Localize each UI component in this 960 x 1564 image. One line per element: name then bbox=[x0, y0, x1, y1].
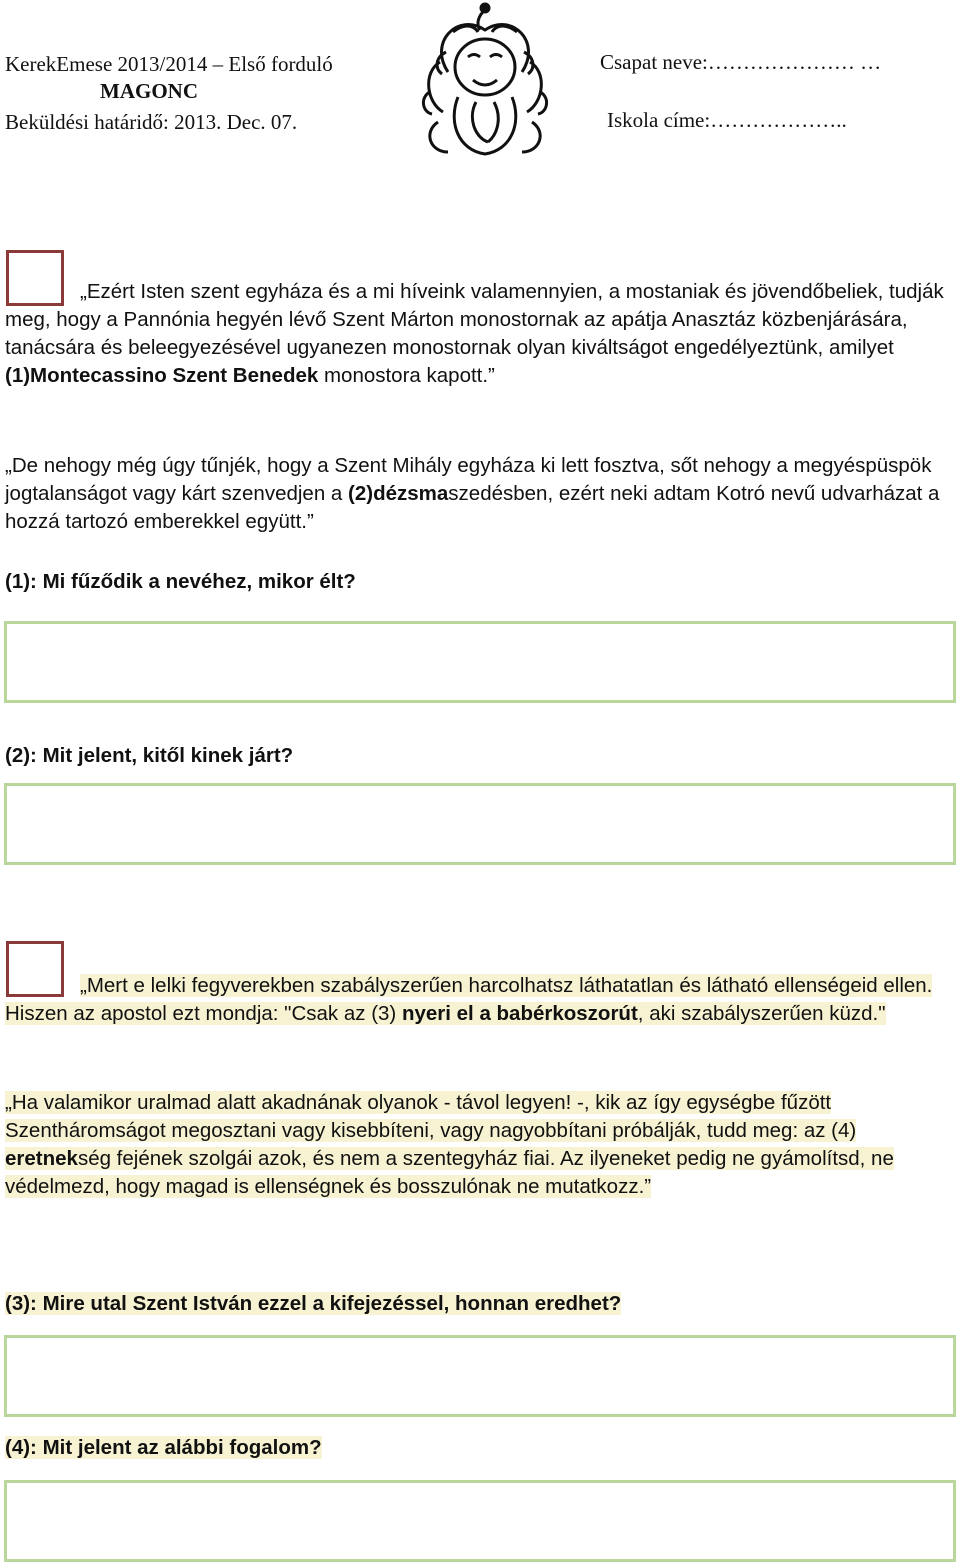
question-3 bbox=[5, 1290, 621, 1318]
quote-paragraph-3 bbox=[5, 972, 955, 1028]
quote-paragraph-2 bbox=[5, 452, 955, 536]
question-4 bbox=[5, 1434, 322, 1462]
answer-box-1[interactable] bbox=[4, 621, 956, 703]
quote-4-text: „Ha valamikor uralmad alatt akadnának olyanok - távol legyen! -, kik az így egységbe fűzött Szentháromságot megosztani vagy kisebbíteni, vagy nagyobbítani próbálják, tudd meg: az (4) bbox=[5, 1091, 857, 1142]
team-name-field[interactable]: Csapat neve:………………… … bbox=[600, 50, 882, 74]
quote-paragraph-4 bbox=[5, 1089, 955, 1201]
school-address-field[interactable]: Iskola címe:……………….. bbox=[607, 108, 847, 132]
category-title: MAGONC bbox=[100, 79, 198, 103]
question-1: (1): Mi fűződik a nevéhez, mikor élt? bbox=[5, 570, 356, 593]
deadline: Beküldési határidő: 2013. Dec. 07. bbox=[5, 110, 298, 134]
praying-figure-logo-icon bbox=[418, 2, 552, 162]
answer-box-2[interactable] bbox=[4, 783, 956, 865]
question-2: (2): Mit jelent, kitől kinek járt? bbox=[5, 744, 294, 767]
competition-title: KerekEmese 2013/2014 – Első forduló bbox=[5, 52, 333, 76]
quote-4-term: eretnek bbox=[5, 1147, 78, 1170]
quote-2-term: (2)dézsma bbox=[348, 482, 449, 505]
quote-3-text: „Mert e lelki fegyverekben szabályszerűen harcolhatsz láthatatlan és látható ellenségeid ellen. Hiszen az apostol ezt mondja: "Csak az (3) bbox=[5, 974, 933, 1025]
quote-2-text-end: szedésben, ezért neki adtam Kotró nevű udvarházat a hozzá tartozó emberekkel együtt.” bbox=[5, 482, 940, 533]
quote-2-text: „De nehogy még úgy tűnjék, hogy a Szent Mihály egyháza ki lett fosztva, sőt nehogy a megyéspüspök jogtalanságot vagy kárt szenvedjen a bbox=[5, 454, 932, 505]
quote-3-term: nyeri el a babérkoszorút bbox=[401, 1002, 638, 1025]
question-4-text: (4): Mit jelent az alábbi fogalom? bbox=[5, 1436, 322, 1459]
quote-paragraph-1 bbox=[5, 278, 955, 390]
answer-box-4[interactable] bbox=[4, 1480, 956, 1562]
quote-1-text: „Ezért Isten szent egyháza és a mi híveink valamennyien, a mostaniak és jövendőbeliek, tudják meg, hogy a Pannónia hegyén lévő Szent Márton monostornak az apátja Anasztáz közbenjárására, tanácsára és beleegyezésével ugyanezen monostornak olyan kiváltságot engedélyeztünk, amilyet bbox=[5, 280, 944, 359]
quote-3-text-end: , aki szabályszerűen küzd." bbox=[637, 1002, 886, 1025]
answer-box-3[interactable] bbox=[4, 1335, 956, 1417]
quote-4-text-end: ség fejének szolgái azok, és nem a szentegyház fiai. Az ilyeneket pedig ne gyámolítsd, ne védelmezd, hogy magad is ellenségnek és bosszulónak ne mutatkozz.” bbox=[5, 1147, 894, 1198]
quote-1-text-end: monostora kapott.” bbox=[318, 364, 495, 387]
question-3-text: (3): Mire utal Szent István ezzel a kifejezéssel, honnan eredhet? bbox=[5, 1292, 622, 1315]
quote-1-term: (1)Montecassino Szent Benedek bbox=[5, 364, 319, 387]
